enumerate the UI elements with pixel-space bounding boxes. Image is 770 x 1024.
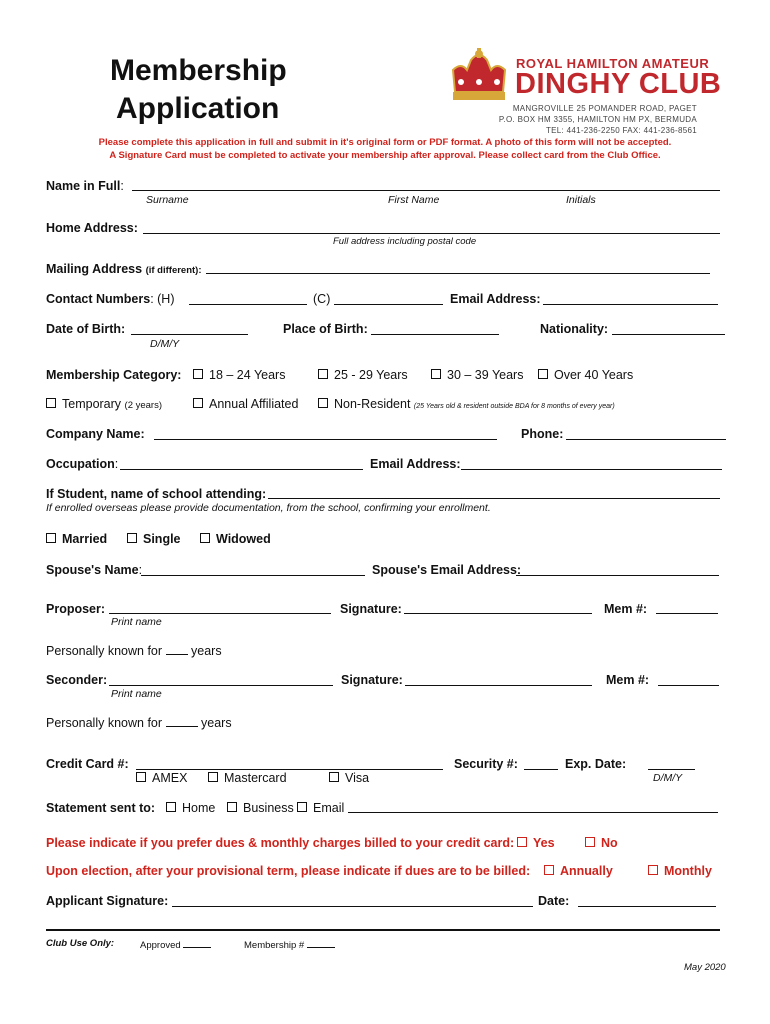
proposer-name-input[interactable] [109,613,331,614]
cat-30-39-checkbox[interactable]: 30 – 39 Years [431,368,523,382]
statement-email-input[interactable] [348,812,718,813]
email-input[interactable] [543,304,718,305]
seconder-signature-input[interactable] [405,685,592,686]
home-phone-input[interactable] [189,304,307,305]
phone-label: Phone: [521,427,564,441]
seconder-label: Seconder: [46,673,108,687]
spouse-email-input[interactable] [516,575,719,576]
initials-hint: Initials [566,194,596,206]
club-address-2: P.O. BOX HM 3355, HAMILTON HM PX, BERMUDA [498,115,697,124]
cell-phone-input[interactable] [334,304,443,305]
student-label: If Student, name of school attending: [46,487,267,501]
form-date: May 2020 [684,962,726,973]
statement-email-checkbox[interactable]: Email [297,801,344,815]
club-name-line-1: ROYAL HAMILTON AMATEUR [516,56,710,71]
proposer-mem-label: Mem #: [604,602,648,616]
name-label: Name in Full: [46,179,124,193]
proposer-signature-input[interactable] [404,613,592,614]
title-line-1: Membership [110,54,287,87]
name-input[interactable] [132,190,720,191]
widowed-checkbox[interactable]: Widowed [200,532,271,546]
nationality-label: Nationality: [540,322,609,336]
statement-business-checkbox[interactable]: Business [227,801,294,815]
home-address-label: Home Address: [46,221,138,235]
married-checkbox[interactable]: Married [46,532,107,546]
category-label: Membership Category: [46,368,182,382]
surname-hint: Surname [146,194,189,206]
exp-date-input[interactable] [648,769,695,770]
seconder-print-hint: Print name [111,688,162,700]
proposer-known-label: Personally known for years [46,644,222,658]
dob-label: Date of Birth: [46,322,126,336]
home-address-hint: Full address including postal code [333,236,477,247]
club-address-3: TEL: 441-236-2250 FAX: 441-236-8561 [545,126,697,135]
home-address-input[interactable] [143,233,720,234]
school-input[interactable] [268,498,720,499]
first-name-hint: First Name [388,194,440,206]
approved-field[interactable]: Approved [140,938,211,951]
seconder-mem-label: Mem #: [606,673,650,687]
dues-monthly-checkbox[interactable]: Monthly [648,864,712,878]
membership-number-field[interactable]: Membership # [244,938,335,951]
title-line-2: Application [116,92,280,125]
pob-input[interactable] [371,334,499,335]
credit-card-input[interactable] [136,769,443,770]
temporary-checkbox[interactable]: Temporary (2 years) [46,397,162,411]
club-name-line-2: DINGHY CLUB [515,68,722,100]
visa-checkbox[interactable]: Visa [329,771,369,785]
occupation-input[interactable] [120,469,363,470]
proposer-signature-label: Signature: [340,602,402,616]
applicant-date-label: Date: [538,894,570,908]
occupation-email-input[interactable] [461,469,722,470]
pob-label: Place of Birth: [283,322,368,336]
proposer-label: Proposer: [46,602,106,616]
proposer-mem-input[interactable] [656,613,718,614]
cat-over-40-checkbox[interactable]: Over 40 Years [538,368,633,382]
proposer-print-hint: Print name [111,616,162,628]
credit-card-label: Credit Card #: [46,757,129,771]
club-address-1: MANGROVILLE 25 POMANDER ROAD, PAGET [512,104,697,113]
dues-no-checkbox[interactable]: No [585,836,618,850]
email-label: Email Address: [450,292,541,306]
nationality-input[interactable] [612,334,725,335]
exp-date-hint: D/M/Y [653,772,683,784]
student-note: If enrolled overseas please provide documentation, from the school, confirming your enrollment. [46,502,491,514]
phone-input[interactable] [566,439,726,440]
applicant-signature-label: Applicant Signature: [46,894,169,908]
seconder-mem-input[interactable] [658,685,719,686]
notice-line-1: Please complete this application in full and submit in it's original form or PDF format. A photo of this form will not be accepted. [98,137,672,148]
statement-home-checkbox[interactable]: Home [166,801,215,815]
applicant-signature-input[interactable] [172,906,533,907]
contact-label: Contact Numbers: (H) [46,292,175,306]
single-checkbox[interactable]: Single [127,532,181,546]
footer-divider [46,929,720,931]
dues-annually-checkbox[interactable]: Annually [544,864,613,878]
mastercard-checkbox[interactable]: Mastercard [208,771,287,785]
security-label: Security #: [454,757,518,771]
spouse-name-input[interactable] [141,575,365,576]
club-use-label: Club Use Only: [46,938,115,949]
dues-credit-question: Please indicate if you prefer dues & monthly charges billed to your credit card: [46,836,515,850]
dues-yes-checkbox[interactable]: Yes [517,836,555,850]
exp-date-label: Exp. Date: [565,757,627,771]
occupation-label: Occupation: [46,457,119,471]
dob-input[interactable] [131,334,248,335]
cell-label: (C) [313,292,331,306]
crown-logo [447,48,511,102]
dob-hint: D/M/Y [150,338,180,350]
company-input[interactable] [154,439,497,440]
non-resident-checkbox[interactable]: Non-Resident (25 Years old & resident outside BDA for 8 months of every year) [318,397,615,411]
occupation-email-label: Email Address: [370,457,461,471]
applicant-date-input[interactable] [578,906,716,907]
dues-billing-question: Upon election, after your provisional term, please indicate if dues are to be billed: [46,864,531,878]
seconder-signature-label: Signature: [341,673,403,687]
spouse-name-label: Spouse's Name: [46,563,143,577]
security-input[interactable] [524,769,558,770]
mailing-address-input[interactable] [206,273,710,274]
cat-18-24-checkbox[interactable]: 18 – 24 Years [193,368,285,382]
mailing-address-label: Mailing Address (if different): [46,262,202,276]
annual-affiliated-checkbox[interactable]: Annual Affiliated [193,397,298,411]
notice-line-2: A Signature Card must be completed to activate your membership after approval. Please collect card from the Club Office. [109,150,661,161]
seconder-name-input[interactable] [109,685,333,686]
page-title [110,52,287,128]
amex-checkbox[interactable]: AMEX [136,771,187,785]
spouse-email-label: Spouse's Email Address: [372,563,522,577]
seconder-known-label: Personally known for years [46,716,232,730]
company-label: Company Name: [46,427,145,441]
cat-25-29-checkbox[interactable]: 25 - 29 Years [318,368,408,382]
statement-label: Statement sent to: [46,801,156,815]
